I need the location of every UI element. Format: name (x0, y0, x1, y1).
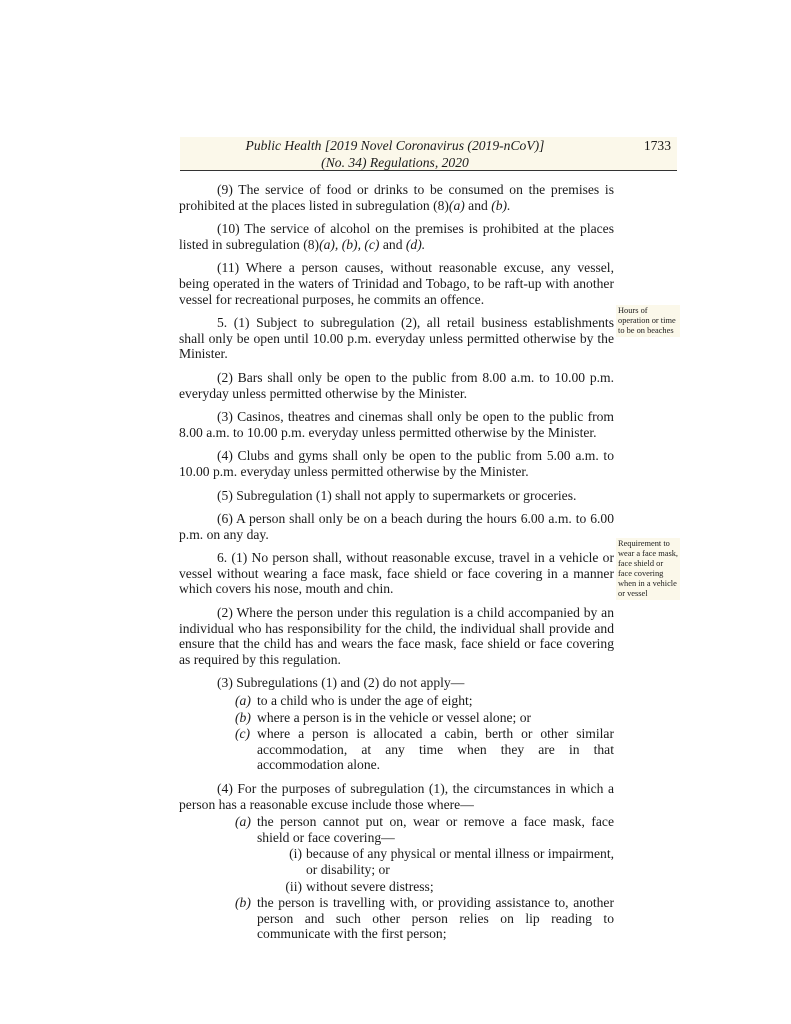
list-item-6-4-b (179, 895, 614, 942)
paragraph-9 (179, 182, 614, 213)
list-label: (b) (235, 709, 251, 725)
header-title-line2: (No. 34) Regulations, 2020 (321, 155, 469, 170)
regulation-5-3: (3) Casinos, theatres and cinemas shall only be open to the public from 8.00 a.m. to 10.00 p.m. everyday unless permitted otherwise by the Minister. (179, 409, 614, 440)
paragraph-9-ref-b: (b). (491, 197, 511, 213)
paragraph-11: (11) Where a person causes, without reasonable excuse, any vessel, being operated in the waters of Trinidad and Tobago, to be raft-up with another vessel for recreational purposes, he commits an offence. (179, 260, 614, 307)
list-text: to a child who is under the age of eight; (257, 693, 473, 709)
paragraph-9-text: (9) The service of food or drinks to be consumed on the premises is prohibited at the places listed in subregulation (8) (179, 182, 614, 213)
list-label: (b) (235, 895, 251, 911)
paragraph-10-text: (10) The service of alcohol on the premises is prohibited at the places listed in subregulation (8) (179, 221, 614, 252)
list-label: (i) (289, 846, 302, 862)
list-text: where a person is in the vehicle or vessel alone; or (257, 709, 532, 725)
paragraph-10-and: and (379, 236, 406, 252)
list-item-6-3-b (179, 710, 614, 726)
list-text: the person is travelling with, or providing assistance to, another person and such other person relies on lip reading to communicate with the first person; (257, 895, 614, 942)
document-body (179, 182, 614, 943)
regulation-5-2: (2) Bars shall only be open to the public from 8.00 a.m. to 10.00 p.m. everyday unless permitted otherwise by the Minister. (179, 369, 614, 401)
list-label: (a) (235, 814, 251, 830)
regulation-5-6: (6) A person shall only be on a beach during the hours 6.00 a.m. to 6.00 p.m. on any day. (179, 511, 614, 542)
list-item-6-3-a (179, 693, 614, 709)
list-item-6-3-c (179, 726, 614, 773)
paragraph-9-and: and (464, 197, 492, 213)
regulation-5-1: 5. (1) Subject to subregulation (2), all retail business establishments shall only be open until 10.00 p.m. everyday unless permitted otherwise by the Minister. (179, 315, 614, 362)
list-label: (a) (235, 693, 251, 709)
header-title-line1: Public Health [2019 Novel Coronavirus (2019-nCoV)] (245, 138, 545, 153)
paragraph-10-ref-d: (d). (405, 236, 426, 252)
list-item-6-4-a (179, 814, 614, 845)
regulation-6-3: (3) Subregulations (1) and (2) do not apply— (217, 675, 465, 691)
header-rule (180, 170, 677, 171)
list-label: (c) (235, 726, 251, 742)
marginal-note-regulation-5: Hours of operation or time to be on beaches (616, 305, 680, 337)
paragraph-10 (179, 221, 614, 252)
paragraph-9-ref-a: (a) (448, 197, 465, 213)
regulation-6-1: 6. (1) No person shall, without reasonable excuse, travel in a vehicle or vessel without wearing a face mask, face shield or face covering in a manner which covers his nose, mouth and chin. (179, 550, 614, 597)
list-text: without severe distress; (306, 878, 434, 894)
list-item-6-4-a-ii (179, 879, 614, 895)
page-number: 1733 (643, 138, 671, 153)
regulation-6-4: (4) For the purposes of subregulation (1), the circumstances in which a person has a reasonable excuse include those where— (179, 781, 614, 812)
paragraph-10-refs: (a), (b), (c) (319, 236, 380, 252)
list-label: (ii) (285, 878, 302, 894)
list-item-6-4-a-i (179, 846, 614, 877)
running-header (180, 137, 677, 171)
regulation-6-2: (2) Where the person under this regulation is a child accompanied by an individual who has responsibility for the child, the individual shall provide and ensure that the child has and wears the face mask, face shield or face covering as required by this regulation. (179, 605, 614, 667)
marginal-note-regulation-6: Requirement to wear a face mask, face shield or face covering when in a vehicle or vessel (616, 538, 680, 600)
list-text: because of any physical or mental illness or impairment, or disability; or (306, 846, 614, 877)
spacer (179, 774, 614, 781)
regulation-5-4: (4) Clubs and gyms shall only be open to the public from 5.00 a.m. to 10.00 p.m. everyday unless permitted otherwise by the Minister. (179, 448, 614, 479)
regulation-5-5: (5) Subregulation (1) shall not apply to supermarkets or groceries. (217, 487, 577, 503)
header-title (180, 137, 610, 171)
list-text: the person cannot put on, wear or remove a face mask, face shield or face covering— (257, 814, 614, 845)
list-text: where a person is allocated a cabin, berth or other similar accommodation, at any time when they are in that accommodation alone. (257, 726, 614, 773)
